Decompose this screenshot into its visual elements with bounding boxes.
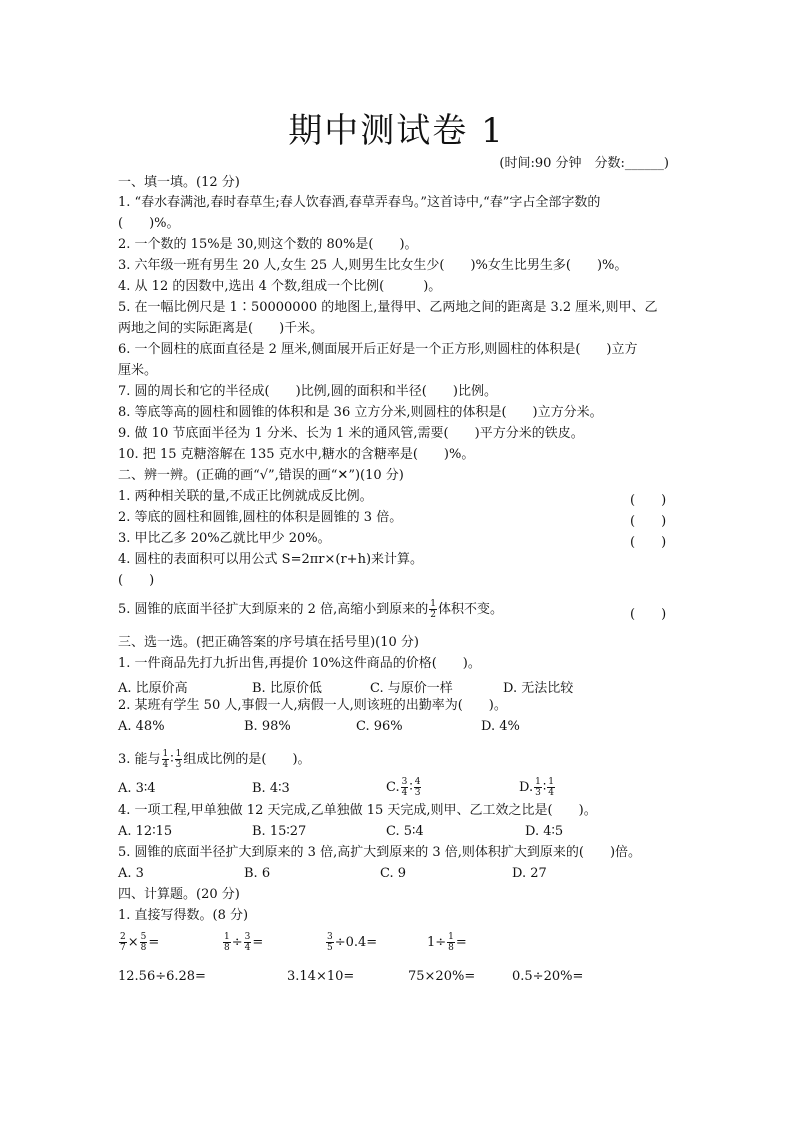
s3-q3-option-b[interactable]: B. 4∶3 <box>252 781 290 796</box>
calc-item-3: $\frac{3}{5}$ ÷0.4= <box>327 932 378 953</box>
calc-item-1: $\frac{2}{7}$ × $\frac{5}{8}$ = <box>120 932 160 953</box>
fraction: $\frac{4}{3}$ <box>414 777 421 798</box>
calc-item-7: 75×20%= <box>408 969 476 984</box>
s1-q5-line2: 两地之间的实际距离是( )千米。 <box>118 321 324 336</box>
fraction: $\frac{1}{4}$ <box>548 777 554 798</box>
s2-q2: 2. 等底的圆柱和圆锥,圆柱的体积是圆锥的 3 倍。 <box>118 510 403 525</box>
page-title: 期中测试卷 1 <box>288 111 505 151</box>
s3-q4-option-a[interactable]: A. 12∶15 <box>118 824 173 839</box>
s2-q5-text-end: 体积不变。 <box>437 602 503 617</box>
s1-q6-line2: 厘米。 <box>118 363 158 378</box>
section-3-heading: 三、选一选。(把正确答案的序号填在括号里)(10 分) <box>118 635 419 650</box>
fraction: $\frac{1}{8}$ <box>224 932 230 953</box>
s3-q2-option-c[interactable]: C. 96% <box>356 719 403 734</box>
s4-sub1: 1. 直接写得数。(8 分) <box>118 908 249 923</box>
calc-item-4: 1÷ $\frac{1}{8}$ = <box>427 932 467 953</box>
s3-q4-option-c[interactable]: C. 5∶4 <box>386 824 424 839</box>
s2-q3-answer-box[interactable]: ( ) <box>630 535 667 550</box>
s1-q8: 8. 等底等高的圆柱和圆锥的体积和是 36 立方分米,则圆柱的体积是( )立方分米。 <box>118 405 603 420</box>
s3-q2-option-d[interactable]: D. 4% <box>481 719 520 734</box>
section-1-heading: 一、填一填。(12 分) <box>118 175 240 190</box>
s1-q6-line1: 6. 一个圆柱的底面直径是 2 厘米,侧面展开后正好是一个正方形,则圆柱的体积是( )立方 <box>118 342 638 357</box>
fraction: $\frac{1}{8}$ <box>448 932 454 953</box>
fraction: $\frac{1}{2}$ <box>430 599 436 620</box>
fraction: $\frac{5}{8}$ <box>140 932 147 953</box>
s1-q1-line2: ( )%。 <box>118 216 180 231</box>
calc-item-2: $\frac{1}{8}$ ÷ $\frac{3}{4}$ = <box>224 932 264 953</box>
section-4-heading: 四、计算题。(20 分) <box>118 887 240 902</box>
s2-q4: 4. 圆柱的表面积可以用公式 S=2πr×(r+h)来计算。 <box>118 552 424 567</box>
s1-q1-line1: 1. “春水春满池,春时春草生;春人饮春酒,春草弄春鸟。”这首诗中,“春”字占全部字数的 <box>118 195 601 210</box>
s3-q5-option-b[interactable]: B. 6 <box>244 866 271 881</box>
calc-item-8: 0.5÷20%= <box>512 969 584 984</box>
s1-q4: 4. 从 12 的因数中,选出 4 个数,组成一个比例( )。 <box>118 279 442 294</box>
s1-q10: 10. 把 15 克糖溶解在 135 克水中,糖水的含糖率是( )%。 <box>118 447 475 462</box>
s3-q5-option-d[interactable]: D. 27 <box>512 866 547 881</box>
fraction: $\frac{1}{4}$ <box>162 749 169 770</box>
s2-q4-answer-box[interactable]: ( ) <box>118 573 155 588</box>
s1-q7: 7. 圆的周长和它的半径成( )比例,圆的面积和半径( )比例。 <box>118 384 497 399</box>
fraction: $\frac{1}{3}$ <box>535 777 541 798</box>
calc-item-6: 3.14×10= <box>287 969 355 984</box>
s3-q3: 3. 能与 $\frac{1}{4}$ ∶ $\frac{1}{3}$ 组成比例的是( )。 <box>118 749 311 770</box>
s3-q1-option-d[interactable]: D. 无法比较 <box>503 681 574 696</box>
s3-q4-option-b[interactable]: B. 15∶27 <box>252 824 307 839</box>
exam-meta: (时间:90 分钟 分数:______) <box>499 156 669 171</box>
s3-q1-option-c[interactable]: C. 与原价一样 <box>370 681 453 696</box>
s2-q5-answer-box[interactable]: ( ) <box>630 607 667 622</box>
s3-q4: 4. 一项工程,甲单独做 12 天完成,乙单独做 15 天完成,则甲、乙工效之比是( )。 <box>118 803 597 818</box>
s3-q4-option-d[interactable]: D. 4∶5 <box>525 824 564 839</box>
s1-q3: 3. 六年级一班有男生 20 人,女生 25 人,则男生比女生少( )%女生比男生多( )%。 <box>118 258 628 273</box>
fraction: $\frac{2}{7}$ <box>120 932 126 953</box>
section-2-heading: 二、辨一辨。(正确的画“√”,错误的画“✕”)(10 分) <box>118 468 404 483</box>
s3-q2-option-a[interactable]: A. 48% <box>118 719 165 734</box>
s3-q2-option-b[interactable]: B. 98% <box>244 719 291 734</box>
s3-q1-option-a[interactable]: A. 比原价高 <box>118 681 188 696</box>
s3-q5: 5. 圆锥的底面半径扩大到原来的 3 倍,高扩大到原来的 3 倍,则体积扩大到原来的( )倍。 <box>118 845 642 860</box>
s2-q1: 1. 两种相关联的量,不成正比例就成反比例。 <box>118 489 373 504</box>
calc-item-5: 12.56÷6.28= <box>118 969 206 984</box>
s3-q1-option-b[interactable]: B. 比原价低 <box>252 681 322 696</box>
s2-q3: 3. 甲比乙多 20%乙就比甲少 20%。 <box>118 531 331 546</box>
s3-q1: 1. 一件商品先打九折出售,再提价 10%这件商品的价格( )。 <box>118 656 481 671</box>
s3-q5-option-c[interactable]: C. 9 <box>380 866 407 881</box>
s2-q5-text: 5. 圆锥的底面半径扩大到原来的 2 倍,高缩小到原来的 <box>118 602 429 617</box>
fraction: $\frac{3}{4}$ <box>401 777 408 798</box>
s3-q3-option-a[interactable]: A. 3∶4 <box>118 781 156 796</box>
s3-q2: 2. 某班有学生 50 人,事假一人,病假一人,则该班的出勤率为( )。 <box>118 698 507 713</box>
fraction: $\frac{1}{3}$ <box>175 749 182 770</box>
s3-q3-option-c[interactable]: C. $\frac{3}{4}$ ∶ $\frac{4}{3}$ <box>386 777 421 798</box>
s2-q2-answer-box[interactable]: ( ) <box>630 514 667 529</box>
s2-q5 <box>118 599 503 620</box>
s3-q5-option-a[interactable]: A. 3 <box>118 866 144 881</box>
s1-q2: 2. 一个数的 15%是 30,则这个数的 80%是( )。 <box>118 237 418 252</box>
s2-q1-answer-box[interactable]: ( ) <box>630 493 667 508</box>
fraction: $\frac{3}{4}$ <box>244 932 251 953</box>
fraction: $\frac{3}{5}$ <box>327 932 333 953</box>
s1-q9: 9. 做 10 节底面半径为 1 分米、长为 1 米的通风管,需要( )平方分米的铁皮。 <box>118 426 584 441</box>
s1-q5-line1: 5. 在一幅比例尺是 1∶50000000 的地图上,量得甲、乙两地之间的距离是 3.2 厘米,则甲、乙 <box>118 300 658 315</box>
s3-q3-option-d[interactable]: D. $\frac{1}{3}$ ∶ $\frac{1}{4}$ <box>519 777 554 798</box>
